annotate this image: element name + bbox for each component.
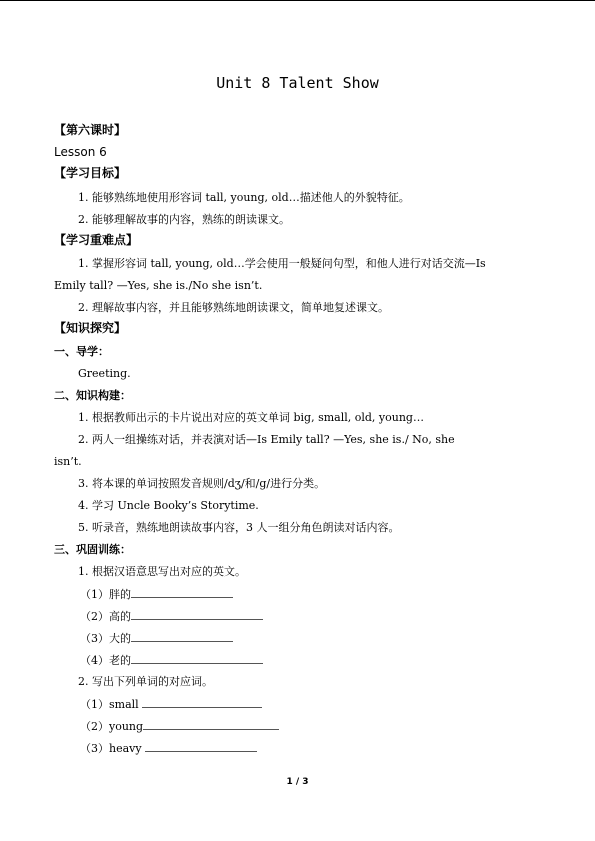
goal-item-1: 1. 能够熟练地使用形容词 tall, young, old…描述他人的外貌特征。: [78, 191, 410, 204]
practice-q1-item: [80, 653, 263, 668]
goal-item-2: 2. 能够理解故事的内容，熟练的朗读课文。: [78, 213, 290, 226]
practice-q2-item-label: （3）heavy: [80, 742, 142, 755]
answer-blank[interactable]: [143, 719, 279, 730]
answer-blank[interactable]: [131, 609, 263, 620]
lesson-label: Lesson 6: [54, 145, 107, 159]
practice-q1-item-label: （1）胖的: [80, 588, 131, 601]
answer-blank[interactable]: [131, 631, 233, 642]
practice-q2-item: [80, 697, 262, 712]
goals-header: 【学习目标】: [54, 166, 127, 180]
practice-q2-item: [80, 741, 257, 756]
practice-q1: 1. 根据汉语意思写出对应的英文。: [78, 565, 246, 578]
explore-header: 【知识探究】: [54, 321, 127, 335]
lesson-header: 【第六课时】: [54, 123, 127, 137]
answer-blank[interactable]: [131, 587, 233, 598]
practice-q1-item-label: （2）高的: [80, 610, 131, 623]
keypoint-item-1-line2: Emily tall? —Yes, she is./No she isn’t.: [54, 279, 263, 292]
practice-q1-item-label: （3）大的: [80, 632, 131, 645]
practice-q2: 2. 写出下列单词的对应词。: [78, 675, 213, 688]
practice-q2-item: [80, 719, 279, 734]
answer-blank[interactable]: [131, 653, 263, 664]
page-number: 1 / 3: [286, 777, 309, 787]
build-item-4: 4. 学习 Uncle Booky’s Storytime.: [78, 499, 259, 512]
practice-q2-item-label: （2）young: [80, 720, 144, 733]
practice-q1-item-label: （4）老的: [80, 654, 131, 667]
practice-header: 三、巩固训练：: [54, 543, 131, 556]
build-item-1: 1. 根据教师出示的卡片说出对应的英文单词 big, small, old, young…: [78, 411, 424, 424]
practice-q1-item: [80, 609, 263, 624]
practice-q2-item-label: （1）small: [80, 698, 139, 711]
keypoint-item-1-line1: 1. 掌握形容词 tall, young, old…学会使用一般疑问句型，和他人进行对话交流—Is: [78, 257, 486, 270]
build-item-2-line2: isn’t.: [54, 455, 82, 468]
answer-blank[interactable]: [142, 697, 262, 708]
build-item-2-line1: 2. 两人一组操练对话，并表演对话—Is Emily tall? —Yes, she is./ No, she: [78, 433, 455, 446]
guide-text: Greeting.: [78, 367, 131, 380]
keypoints-header: 【学习重难点】: [54, 233, 139, 247]
practice-q1-item: [80, 587, 233, 602]
page-title: Unit 8 Talent Show: [216, 74, 379, 92]
keypoint-item-2: 2. 理解故事内容，并且能够熟练地朗读课文，简单地复述课文。: [78, 301, 389, 314]
build-item-5: 5. 听录音，熟练地朗读故事内容，3 人一组分角色朗读对话内容。: [78, 521, 400, 534]
build-item-3: 3. 将本课的单词按照发音规则/dʒ/和/g/进行分类。: [78, 477, 326, 490]
practice-q1-item: [80, 631, 233, 646]
guide-header: 一、导学：: [54, 345, 109, 358]
top-border: [0, 0, 595, 1]
build-header: 二、知识构建：: [54, 389, 131, 402]
answer-blank[interactable]: [145, 741, 257, 752]
